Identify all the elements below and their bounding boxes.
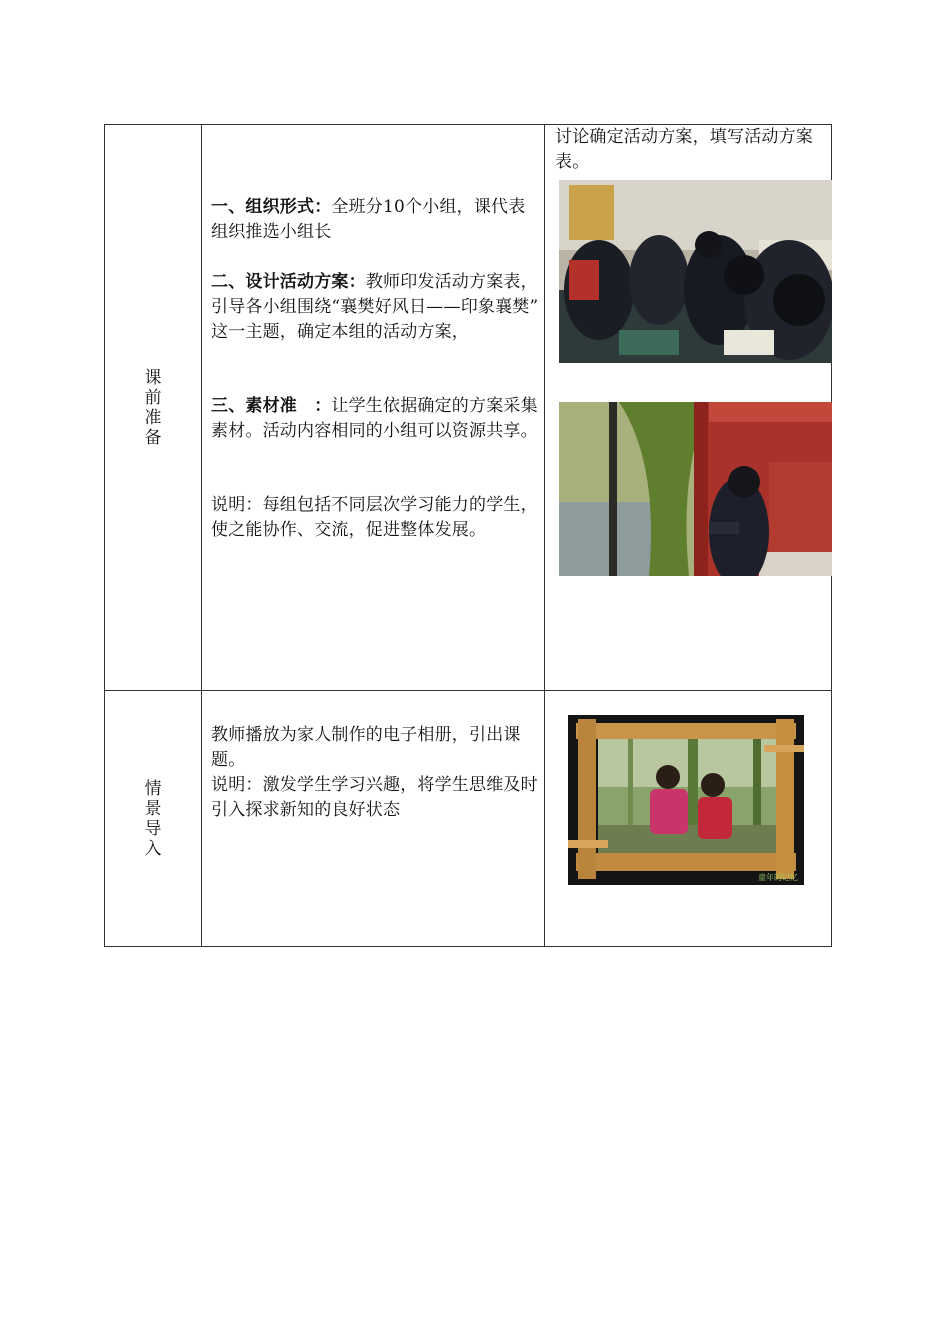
activity-cell [202,691,545,947]
note-paragraph: 说明：每组包括不同层次学习能力的学生，使之能协作、交流，促进整体发展。 [211,495,538,540]
student-activity-cell [545,691,831,947]
album-caption: 童年的记忆 [758,873,798,882]
table-row-intro [105,691,831,947]
students-discussion-photo [559,180,832,363]
caption-text: 讨论确定活动方案，填写活动方案表。 [555,127,813,172]
plan-design-paragraph: 二、设计活动方案：教师印发活动方案表，引导各小组围绕“襄樊好风日——印象襄樊” 这一主题，确定本组的活动方案， [211,272,539,342]
stage-cell [105,125,202,690]
students-photographing-photo [559,402,832,576]
activity-cell [202,125,545,690]
student-activity-cell [545,125,831,690]
stage-label-prep: 课 前 准 备 [144,367,162,448]
childhood-album-photo [568,715,804,885]
intro-paragraph: 教师播放为家人制作的电子相册，引出课题。 说明：激发学生学习兴趣，将学生思维及时引入探求新知的良好状态 [211,725,538,820]
org-form-paragraph: 一、组织形式：全班分10个小组，课代表组织推选小组长 [211,197,526,242]
stage-cell [105,691,202,947]
lesson-plan-table [104,124,832,947]
table-row-prep [105,125,831,691]
stage-label-intro: 情 景 导 入 [144,779,162,859]
material-paragraph: 三、素材准 ：让学生依据确定的方案采集素材。活动内容相同的小组可以资源共享。 [211,396,538,441]
